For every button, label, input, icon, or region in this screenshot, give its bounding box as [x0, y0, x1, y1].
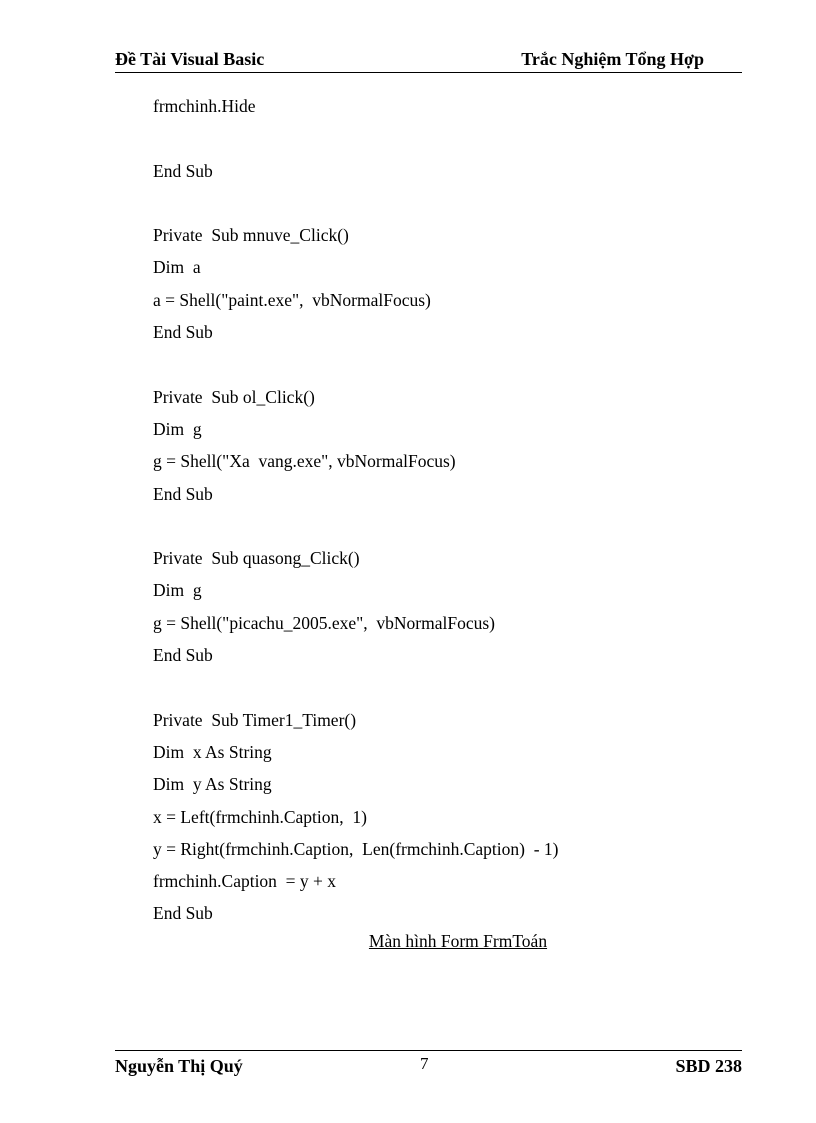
- code-block: [153, 92, 753, 932]
- footer-sbd: SBD 238: [675, 1056, 742, 1076]
- code-line: frmchinh.Hide: [153, 96, 256, 116]
- page-number: 7: [420, 1054, 429, 1073]
- code-line: Private Sub quasong_Click(): [153, 548, 360, 569]
- code-line: Dim g: [153, 580, 202, 601]
- header-title-left: Đề Tài Visual Basic: [115, 49, 265, 69]
- code-line: [153, 512, 753, 544]
- code-line: x = Left(frmchinh.Caption, 1): [153, 806, 367, 827]
- code-line: End Sub: [153, 903, 213, 924]
- code-line: Dim y As String: [153, 774, 272, 795]
- code-line: y = Right(frmchinh.Caption, Len(frmchinh.Caption) - 1): [153, 838, 559, 859]
- footer-author: Nguyễn Thị Quý: [115, 1056, 243, 1076]
- code-line: Private Sub mnuve_Click(): [153, 225, 349, 246]
- code-line: [153, 350, 753, 382]
- code-line: frmchinh.Caption = y + x: [153, 871, 337, 892]
- code-line: Private Sub ol_Click(): [153, 386, 315, 407]
- code-line: End Sub: [153, 483, 213, 504]
- code-line: Private Sub Timer1_Timer(): [153, 709, 357, 730]
- header-title-right: Trắc Nghiệm Tổng Hợp: [521, 49, 704, 69]
- code-line: Dim g: [153, 418, 202, 439]
- code-line: Dim a: [153, 257, 201, 278]
- page-header: [115, 48, 742, 73]
- code-line: End Sub: [153, 645, 213, 666]
- code-line: [153, 189, 753, 221]
- form-caption: Màn hình Form FrmToán: [368, 931, 548, 951]
- code-line: End Sub: [153, 160, 213, 181]
- code-line: End Sub: [153, 322, 213, 343]
- code-line: Dim x As String: [153, 741, 272, 762]
- code-line: g = Shell("Xa vang.exe", vbNormalFocus): [153, 451, 456, 472]
- footer-divider: [115, 1050, 742, 1051]
- code-line: g = Shell("picachu_2005.exe", vbNormalFocus): [153, 612, 496, 633]
- code-line: [153, 673, 753, 705]
- code-line: [153, 124, 753, 156]
- code-line: a = Shell("paint.exe", vbNormalFocus): [153, 289, 431, 310]
